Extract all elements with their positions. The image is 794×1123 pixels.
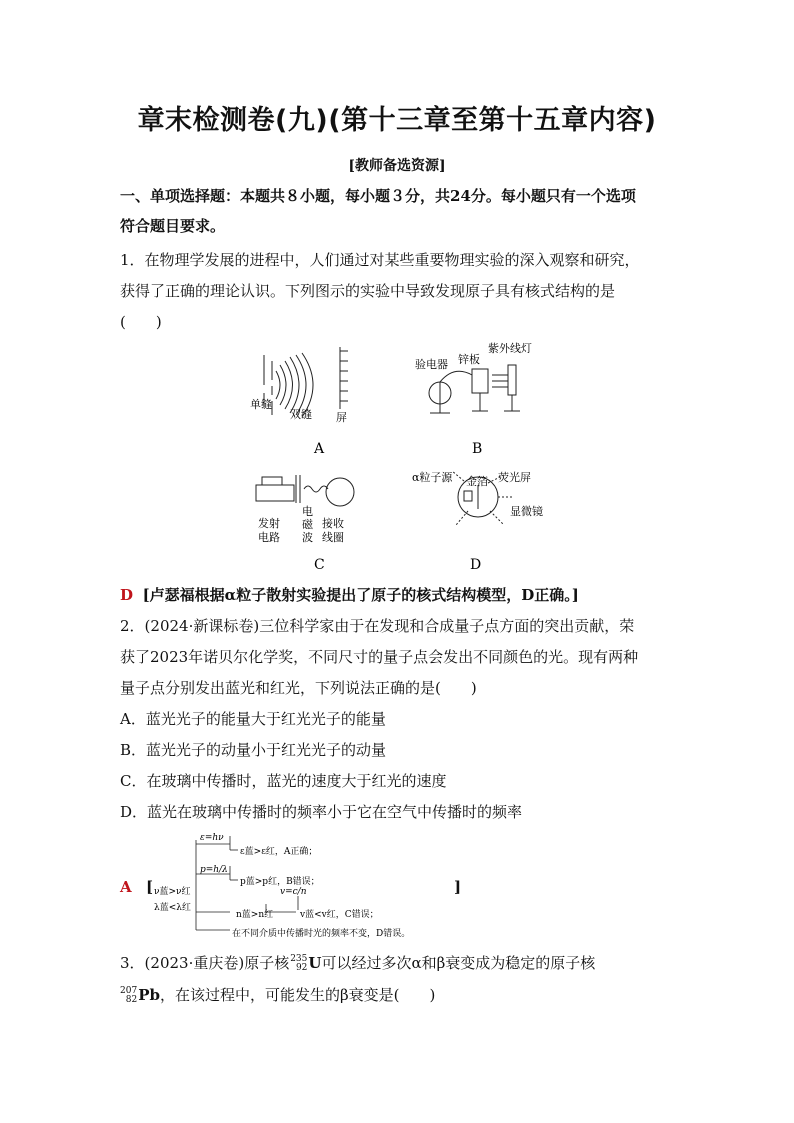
result-energy: ε蓝>ε红，A正确； [240,847,318,857]
result-speed: v蓝<v红，C错误； [300,910,379,920]
label-fluorescent-screen: 荧光屏 [498,471,531,484]
start-frequency: ν蓝>ν红 [154,887,191,897]
label-receive-2: 线圈 [322,531,344,544]
label-alpha-source: α粒子源 [412,471,453,484]
label-zinc-plate: 锌板 [458,353,480,366]
figure-a-double-slit [264,347,348,417]
label-emit-1: 发射 [258,517,280,530]
q1-answer-explanation: [卢瑟福根据α粒子散射实验提出了原子的核式结构模型，D正确。] [142,586,579,604]
label-uv-lamp: 紫外线灯 [488,342,532,355]
eq-momentum: p=h/λ [200,865,228,875]
q3-stem-line2 [120,985,435,1005]
q1-stem-line2: 获得了正确的理论认识。下列图示的实验中导致发现原子具有核式结构的是 [120,282,616,300]
label-screen: 屏 [336,411,347,424]
q2-bracket-open: [ [146,878,154,896]
pb-nuclide-numbers [120,987,137,1005]
q1-stem-line1: 1．在物理学发展的进程中，人们通过对某些重要物理实验的深入观察和研究， [120,251,640,269]
q2-answer-diagram [150,830,460,942]
q2-option-a: A．蓝光光子的能量大于红光光子的能量 [120,710,386,728]
label-gold-foil: 金箔 [466,475,488,488]
label-receive-1: 接收 [322,517,344,530]
figure-c-em-wave [256,475,354,506]
result-frequency: 在不同介质中传播时光的频率不变，D错误。 [232,929,411,939]
q2-stem-line1: 2．(2024·新课标卷)三位科学家由于在发现和合成量子点方面的突出贡献，荣 [120,617,635,635]
eq-speed: v=c/n [280,887,307,897]
q3-stem-line1 [120,953,595,973]
q2-option-b: B．蓝光光子的动量小于红光光子的动量 [120,741,387,759]
u-atomic-number: 92 [295,963,308,973]
q2-option-c: C．在玻璃中传播时，蓝光的速度大于红光的速度 [120,772,447,790]
label-double-slit: 双缝 [290,408,312,421]
figure-a-label: A [314,441,325,457]
u-mass-number: 235 [290,954,308,964]
figure-b-photoelectric [429,365,520,413]
q2-option-d: D．蓝光在玻璃中传播时的频率小于它在空气中传播时的频率 [120,803,523,821]
q1-figures [240,335,570,580]
label-microscope: 显微镜 [510,505,543,518]
q1-answer [120,585,579,605]
section-heading: 一、单项选择题：本题共８小题，每小题３分，共24分。每小题只有一个选项 [120,187,636,205]
u-symbol: U [308,954,322,972]
q3-stem-b: 可以经过多次α和β衰变成为稳定的原子核 [321,954,596,972]
label-electroscope: 验电器 [415,358,448,371]
q2-stem-line3: 量子点分别发出蓝光和红光，下列说法正确的是( ) [120,679,477,697]
mid-index: n蓝>n红 [236,910,274,920]
q3-stem-a: 3．(2023·重庆卷)原子核 [120,954,290,972]
q2-stem-line2: 获了2023年诺贝尔化学奖，不同尺寸的量子点会发出不同颜色的光。现有两种 [120,648,639,666]
label-wave-3: 波 [302,531,313,544]
q1-answer-bracket: ( ) [120,313,162,331]
label-wave-1: 电 [302,505,313,518]
result-momentum: p蓝>p红，B错误； [240,877,320,887]
q2-bracket-close: ] [454,878,462,896]
figure-d-label: D [470,557,482,573]
pb-mass-number: 207 [120,986,138,996]
figure-b-label: B [472,441,483,457]
label-wave-2: 磁 [302,518,313,531]
start-wavelength: λ蓝<λ红 [154,903,191,913]
label-single-slit: 单缝 [250,398,272,411]
u-nuclide-numbers [290,955,307,973]
subtitle: [教师备选资源] [348,158,446,174]
figure-c-label: C [314,557,325,573]
q2-answer-letter: A [120,878,132,896]
page-title: 章末检测卷(九)(第十三章至第十五章内容) [137,105,657,136]
pb-atomic-number: 82 [125,995,138,1005]
section-heading-cont: 符合题目要求。 [120,217,226,235]
eq-energy: ε=hν [200,833,224,843]
pb-symbol: Pb [138,986,160,1004]
q3-stem-c: ，在该过程中，可能发生的β衰变是( ) [159,986,436,1004]
label-emit-2: 电路 [258,531,280,544]
q1-answer-letter: D [120,586,134,604]
